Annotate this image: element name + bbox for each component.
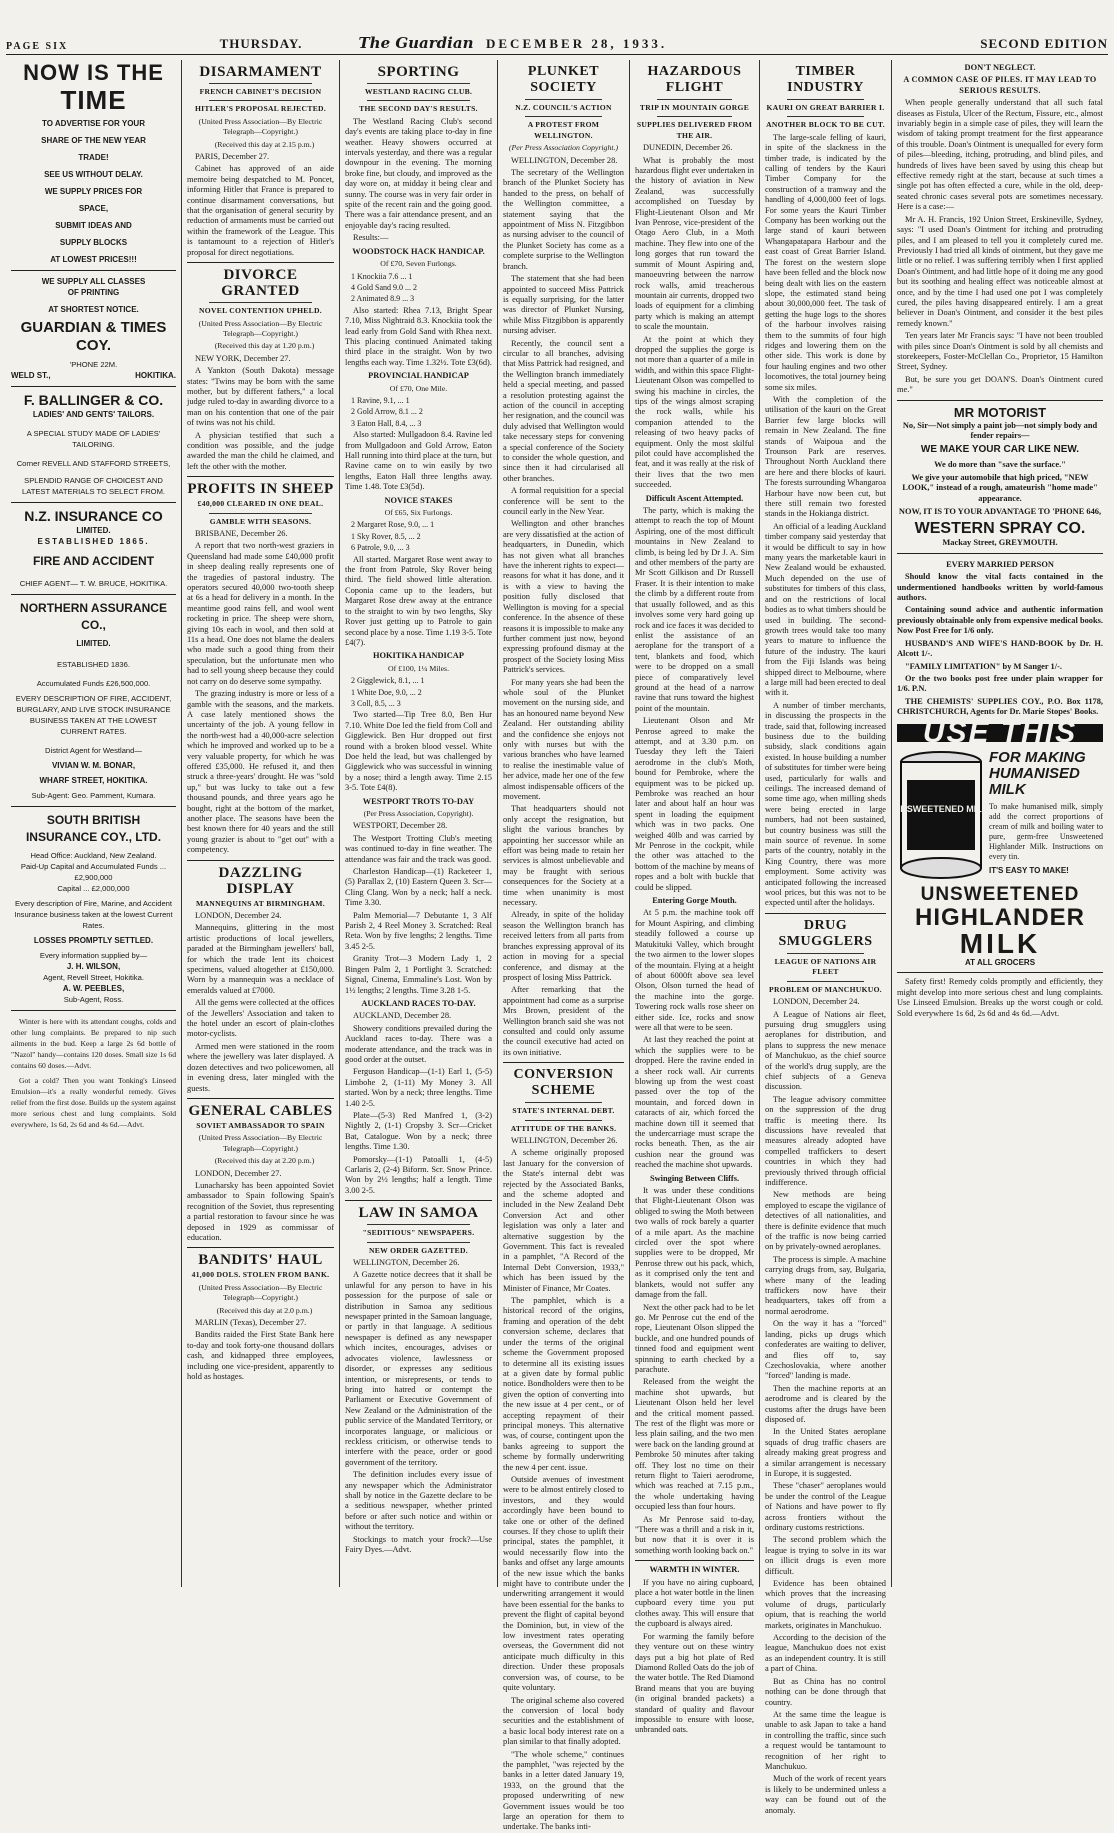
married-line: HUSBAND'S AND WIFE'S HAND-BOOK by Dr. H. Alcott 1/-.	[897, 638, 1103, 659]
credit: (Per Press Association, Copyright).	[363, 809, 474, 818]
subheadline: THE SECOND DAY'S RESULTS.	[359, 104, 478, 114]
page-number: PAGE SIX	[6, 41, 69, 52]
results-label: Results:—	[353, 233, 389, 243]
nz-limited: LIMITED.	[76, 526, 111, 535]
subheadline: N.Z. COUNCIL'S ACTION	[515, 103, 612, 112]
dateline: BRISBANE, December 26.	[195, 529, 288, 538]
subheadline: SUPPLIES DELIVERED FROM THE AIR.	[636, 120, 753, 140]
advert-subheading: A COMMON CASE OF PILES. IT MAY LEAD TO SERIOUS RESULTS.	[903, 75, 1097, 95]
race-result: 6 Patrole, 9.0, ... 3	[351, 543, 410, 553]
headline: PROFITS IN SHEEP	[187, 481, 334, 498]
subheadline: GAMBLE WITH SEASONS.	[209, 516, 312, 526]
ballinger-tailors: LADIES' AND GENTS' TAILORS.	[32, 410, 155, 419]
article-body: On the way it has a "forced" landing, picks up drugs which confederates are waiting to deliver, and flies off to, say Czechoslovakia, where another "forced" landing is made.	[765, 1319, 886, 1381]
northern-limited: LIMITED.	[76, 639, 111, 648]
dateline: MARLIN (Texas), December 27.	[195, 1318, 307, 1327]
rule	[787, 953, 864, 954]
article-body: At last they reached the point at which the supplies were to be dropped. Here the ravine ended in a sheer rock wall. Air currents blowing up from the west coast passed over the top of the mountain, and forced down in cataracts of air, which forced the machine down till it seemed that the undercarriage must scrape the rocks beneath. Then, as the air cushion near the ground was reached the machine shot upwards.	[635, 1035, 754, 1170]
ad-line: OF PRINTING	[67, 288, 120, 297]
received: (Received this day at 2.20 p.m.)	[214, 1156, 315, 1166]
article-body: At the point at which they dropped the supplies the gorge is not more than a quarter of a mile in width, and within this space Flight-Lieutenant Olson was compelled to swing his machine in circles, the tips of the wings almost scraping the rock walls, while his companion attended to the releasing of two heavy packs of equipment. Only the most skilful pilot could have accomplished the feat, and it was really at the risk of their lives that the two men succeeded.	[635, 334, 754, 490]
brand-milk: MILK	[959, 927, 1041, 959]
rule	[765, 913, 886, 914]
milk-brand	[897, 884, 1103, 968]
section-title: Entering Gorge Mouth.	[652, 896, 737, 906]
article-body: A physician testified that such a condition was possible, and the judge awarded the man the child he claimed, and left the other with the mother.	[187, 430, 334, 471]
article-body: New methods are being employed to escape the vigilance of detectives of all nationalities, and there is definite evidence that much of the traffic is now being carried on by privately-owned aeroplanes.	[765, 1190, 886, 1252]
race-title: WOODSTOCK HACK HANDICAP.	[352, 246, 485, 256]
ad-line: SEE US WITHOUT DELAY.	[44, 170, 143, 179]
column-2	[340, 60, 498, 1587]
guardian-company: GUARDIAN & TIMES COY.	[20, 319, 167, 354]
headline: HAZARDOUS FLIGHT	[647, 64, 742, 95]
rule	[897, 972, 1103, 973]
received: (Received this day at 2.0 p.m.)	[216, 1305, 313, 1315]
dateline: WELLINGTON, December 26.	[353, 1258, 460, 1268]
rule	[525, 1120, 602, 1121]
article-body: Outside avenues of investment were to be almost entirely closed to investors, and they would accordingly have been bound to take one or other of the defined courses. If they chose to uplift their principal, states the pamphlet, it would necessarily flow into the banks and offset any large amounts of the new issue which the banks might have to contribute under the underwriting arrangement it would have been essential for the banks to prevent the flight of capital beyond the Dominion, but, in view of the low investment rates operating overseas, the Government did not anticipate much difficulty in this direction. Under these proposals conversion was, of course, to be quite voluntary.	[503, 1474, 624, 1693]
advert-snippet: Stockings to match your frock?—Use Fairy Dyes.—Advt.	[345, 1534, 492, 1554]
advert-body: But, be sure you get DOAN'S. Doan's Ointment cured me."	[897, 374, 1103, 395]
section-title: Swinging Between Cliffs.	[649, 1173, 740, 1183]
section-title: WESTPORT TROTS TO-DAY	[362, 796, 475, 806]
headline: DIVORCE GRANTED	[221, 267, 300, 300]
article-body: Lieutenant Olson and Mr Penrose agreed to make the attempt, and at 3.30 p.m. on Tuesday they left the Taieri aerodrome in the club's Moth, bound for Pembroke, where the equipment was to be picked up. Pembroke was reached an hour later and about half an hour was spent in loading the equipment which was in two packs. One weighed 40lb and was carried by Mr Penrose in the cockpit, while the other was attached to the bottom of the machine by means of ropes and a bolt with buckle that could be slipped.	[635, 716, 754, 892]
article-body: Ferguson Handicap—(1-1) Earl 1, (5-5) Limbohe 2, (1-11) My Money 3. All started. Won by a neck; three lengths. Time 1.40 2-5.	[345, 1067, 492, 1108]
rule	[787, 116, 864, 117]
article-body: Palm Memorial—7 Debutante 1, 3 Alf Parish 2, 4 Reel Money 3. Scratched: Real Reta. Won by five lengths; 2 lengths. Time 3.45 2-5.	[345, 910, 492, 951]
use-this-banner: USE THIS	[897, 724, 1103, 742]
wilson: J. H. WILSON,	[66, 962, 121, 971]
article-body: Already, in spite of the holiday season the Wellington branch has received letters from all parts from branches expressing approval of its action in moving for a special conference, and dismay at the prospect of losing Miss Pattrick.	[503, 910, 624, 982]
article-body: A League of Nations air fleet, pursuing drug smugglers using aeroplanes for distribution, and plans to suppress the new menace of Manchukuo, as the chief source of the world's drug supply, are the chief subjects of a Geneva discussion.	[765, 1009, 886, 1092]
article-body: But as China has no control nothing can be done through that country.	[765, 1676, 886, 1707]
ad-line: TRADE!	[78, 153, 109, 162]
subheadline: STATE'S INTERNAL DEBT.	[512, 1106, 615, 1116]
article-body: The grazing industry is more or less of a gamble with the seasons, and the markets. A case lately mentioned shows the uncertainty of the job. A young fellow in the north-west had a 40,000-acre selection which he improved and worked up to be a very valuable property, for which he was offered £35,000. He refused it, and then struck a three-years' drought. He was "sold up," but was lucky to take out a few thousand pounds, and three years ago he bought, right at the bottom of the market, another place. The seasons have been the best known there for 40 years and the still young grazier is about to "get out" with a competency.	[187, 689, 334, 855]
advert-body: Ten years later Mr Francis says: "I have not been troubled with piles since Doan's Ointment is sold by all chemists and storekeepers, Foster-McClellan Co., Proprietor, 15 Hamilton Street, Sydney.	[897, 331, 1103, 372]
rule	[635, 1560, 754, 1561]
ad-line: WE SUPPLY ALL CLASSES	[41, 277, 146, 286]
south-british: SOUTH BRITISH INSURANCE COY., LTD.	[25, 813, 162, 844]
subheadline: SOVIET AMBASSADOR TO SPAIN	[196, 1120, 325, 1130]
phone: 'PHONE 22M.	[69, 360, 118, 369]
article-body: A Yankton (South Dakota) message states: "Twins may be born with the same mother, but by different fathers," a local judge ruled to-day in awarding divorce to a man on his contention that one of the pair of twins was not his child.	[187, 366, 334, 428]
chief-agent: CHIEF AGENT— T. W. BRUCE, HOKITIKA.	[19, 579, 168, 588]
rule	[187, 262, 334, 263]
headline: GENERAL CABLES	[188, 1102, 333, 1119]
article-body: The original scheme also covered the conversion of local body securities and the establishment of a basic local body interest rate on a plan similar to that finally adopted.	[503, 1695, 624, 1747]
milk-advert	[893, 748, 1103, 880]
rule	[657, 99, 732, 100]
fire-accident: FIRE AND ACCIDENT	[32, 554, 155, 568]
headline: BANDITS' HAUL	[198, 1252, 323, 1269]
rule	[367, 1242, 470, 1243]
ad-line: SUBMIT IDEAS AND	[55, 221, 132, 230]
article-body: For warming the family before they venture out on these wintry days put a big hot plate of Red Diamond Rolled Oats do the job of the water bottle. The Red Diamond Brand means that you are buying (in original branded packets) a standard of quality and flavour impossible to ensure with loose, unbranded oats.	[635, 1631, 754, 1735]
article-body: A Gazette notice decrees that it shall be unlawful for any person to have in his possession for the purpose of sale or distribution in Samoa any seditious newspaper printed in the Samoan language, or partly in that language. A seditious newspaper is defined as any newspaper which incites, encourages, advises or advocates violence, lawlessness or disorder, or expresses any seditious intention, or misrepresents, or tends to bring into hatred or contempt the Parliament or Executive Government of New Zealand or the Administration of the public service of the Mandated Territory, or incorporates language, or malicious or reckless criticism, or otherwise tends to interfere with the peace, order or good government of the territory.	[345, 1270, 492, 1467]
address-street: WELD ST.,	[11, 371, 51, 380]
article-body: The Westport Trotting Club's meeting was continued to-day in fine weather. The attendance was fair and the track was good.	[345, 833, 492, 864]
divider	[11, 386, 176, 387]
rule	[209, 100, 312, 101]
race-result: 2 Margaret Rose, 9.0, ... 1	[351, 520, 435, 530]
dateline: LONDON, December 27.	[195, 1168, 282, 1178]
rule	[367, 83, 470, 84]
article-body: Released from the weight the machine shot upwards, but Lieutenant Olson held her level and the critical moment passed. The rest of the flight was more or less plain sailing, and the two men were back on the landing ground at Pembroke 50 minutes after taking off. They lost no time on their return flight to Taieri aerodrome, which was reached at 7.15 p.m., the whole undertaking having occupied less than four hours.	[635, 1377, 754, 1512]
headline: DAZZLING DISPLAY	[218, 864, 303, 897]
article-body: Much of the work of recent years is likely to be undermined unless a way can be found out of the anomaly.	[765, 1774, 886, 1815]
column-6	[892, 60, 1108, 1587]
easy-line: IT'S EASY TO MAKE!	[989, 865, 1069, 875]
info-supplied: Every information supplied by—	[39, 951, 148, 960]
credit: (United Press Association—By Electric Telegraph—Copyright.)	[198, 318, 323, 338]
married-heading: EVERY MARRIED PERSON	[946, 559, 1054, 569]
rule	[525, 116, 602, 117]
dateline: PARIS, December 27.	[195, 152, 270, 162]
advert-body: When people generally understand that all such fatal diseases as Fistula, Ulcer of the Rectum, Fissure, etc., almost invariably begin in a simple case of piles, they will learn the wisdom of taking prompt treatment for the first appearance of this trouble. Doan's Ointment is unequalled for every form of piles—bleeding, itching, protruding, and blind piles, and hundreds of lives have been saved by using this cheap but effective remedy right at the start, because at such times a single pot has often effected a cure, while in the old, deep-seated chronic cases several pots are sometimes necessary. Here is a case:—	[897, 98, 1103, 212]
article-body: Then the machine reports at an aerodrome and is cleared by the customs after the drugs have been disposed of.	[765, 1383, 886, 1424]
article-body: It was under these conditions that Flight-Lieutenant Olson was obliged to swing the Moth between two walls of rock barely a quarter of a mile apart. As the machine circled over the spot where supplies were to be dropped, Mr Penrose threw out his pack, which, as it comprised only the tent and blankets, would not suffer any damage from the fall.	[635, 1186, 754, 1300]
subheadline: LEAGUE OF NATIONS AIR FLEET	[774, 956, 877, 977]
wharf: WHARF STREET, HOKITIKA.	[39, 776, 148, 785]
article-body: Showery conditions prevailed during the Auckland races to-day. There was a moderate attendance, and the track was in good order at the outset.	[345, 1023, 492, 1064]
credit: (United Press Association—By Electric Telegraph—Copyright.)	[198, 1282, 323, 1303]
peebles: A. W. PEEBLES,	[62, 984, 125, 993]
subheadline: ANOTHER BLOCK TO BE CUT.	[766, 120, 885, 130]
milk-tin-label: UNSWEETENED MILK	[893, 803, 989, 814]
divider	[11, 594, 176, 595]
article-body: The large-scale felling of kauri, in spite of the slackness in the timber trade, is indicated by the calling of tenders by the Kauri Timber Company for the construction of a tramway and the handling of 4,000,000 feet of logs. For some years the Kauri Timber Company has been working out the large stand of kauri between Whangapatapara Harbour and the east coast of Great Barrier Island. The forest on the western slope have been felled and the block now being dealt with lies on the eastern slope, the estimated stand being about 30,000,000 feet. The task of getting the huge logs to the shores of the harbour involves raising them to the summits of four high ridges and lowering them on the other side. This work is done by four hauling engines and two other locomotives, the total journey being some six miles.	[765, 132, 886, 392]
ballinger-study: A SPECIAL STUDY MADE OF LADIES' TAILORING.	[26, 429, 161, 449]
columns	[6, 60, 1108, 1832]
credit: (United Press Association—By Electric Telegraph—Copyright.)	[198, 1133, 323, 1153]
race-result: 3 Eaton Hall, 8.4, ... 3	[351, 418, 422, 428]
ad-line: AT SHORTEST NOTICE.	[48, 305, 139, 314]
race-title: PROVINCIAL HANDICAP	[368, 371, 469, 381]
race-result: 1 Knockiia 7.6 ... 1	[351, 271, 413, 281]
ballinger-corner: Corner REVELL AND STAFFORD STREETS,	[16, 459, 171, 468]
article-body: All the gems were collected at the offices of the Jewellers' Association and taken to the hotel under an escort of plain-clothes motor-cyclists.	[187, 998, 334, 1039]
article-body: A number of timber merchants, in discussing the prospects in the trade, said that, following increased business due to the building subsidy, slack conditions again existed. In house building a number of substitutes for timber were being used, particularly for walls and ceilings. The increased demand of some time ago, when milling sheds were being erected in large numbers, had not been sustained, but country business was still the main source of revenue. In some parts of the country, notably in the King Country, there was more employment. Some activity was anticipated following the increased wool prices, but this was not to be expected until after the holidays.	[765, 700, 886, 908]
section-title: AUCKLAND RACES TO-DAY.	[361, 998, 476, 1008]
received: (Received this day at 1.20 p.m.)	[214, 341, 315, 351]
race-result: 1 Sky Rover, 8.5, ... 2	[351, 531, 421, 541]
northern-assurance: NORTHERN ASSURANCE CO.,	[20, 601, 167, 632]
dateline: WELLINGTON, December 28.	[511, 155, 618, 165]
rule	[187, 476, 334, 477]
article-body: A report that two north-west graziers in Queensland had made some £40,000 profit in sheep dealing really represents one of the tragedies of pastoral industry. The operators secured 40,000 two-tooth sheep at 6s a head for delivery in a month. In the meantime good rains fell, and wool went rocketing in price. The sheep were shorn, giving 10s each in wool, and then sold at 11s a head. One does not blame the dealers who made such a good thing from their speculation, but the unfortunate men who had to sell young sheep because they could not carry on do deserve some sympathy.	[187, 541, 334, 686]
married-line: Containing sound advice and authentic information previously obtainable only from expensive medical books. Now Post Free for 1/6 only.	[897, 605, 1103, 636]
masthead-title: The Guardian	[358, 34, 474, 52]
address-town: HOKITIKA.	[135, 371, 176, 380]
motorist-line: NOW, IT IS TO YOUR ADVANTAGE TO 'PHONE 646,	[898, 507, 1102, 517]
advert-column	[6, 60, 182, 1587]
article-body: Plate—(5-3) Red Manfred 1, (3-2) Nightly 2, (1-1) Cropsby 3. Scr—Cricket Bat, Catalogue. Won by a neck; three lengths. Time 1.30.	[345, 1110, 492, 1152]
advert-heading: DON'T NEGLECT.	[964, 63, 1036, 72]
article-body: With the completion of the utilisation of the kauri on the Great Barrier few large blocks will remain in New Zealand. The fine stands of Waipoua and the Trounson Park are reserves. Throughout North Auckland there are here and there blocks of kauri. The forests surrounding Whangaroa Harbour have now been cut, but there still remain two forested stands in the Hokianga district.	[765, 394, 886, 519]
rule	[187, 1098, 334, 1099]
article-body: Two started—Tip Tree 8.0, Ben Hur 7.10. White Doe led the field from Coll and Gigglewick. Ben Hur dropped out first round with a broken blood vessel. White Doe held the lead, but was challenged by Gigglewick who was successful in winning by a nose; third a length away. Time 2.15 3-5. Tote £4(8).	[345, 710, 492, 793]
race-result: 1 White Doe, 9.0, ... 2	[351, 687, 422, 697]
headline: SPORTING	[377, 64, 460, 80]
race-title: HOKITIKA HANDICAP	[373, 651, 464, 661]
rule	[787, 99, 864, 100]
subheadline: NOVEL CONTENTION UPHELD.	[198, 306, 323, 316]
headline: CONVERSION SCHEME	[513, 1067, 614, 1099]
northern-funds: Accumulated Funds £26,500,000.	[36, 679, 151, 688]
section-title: Difficult Ascent Attempted.	[645, 493, 744, 503]
article-body: The secretary of the Wellington branch of the Plunket Society has handed to the press, on behalf of the Wellington committee, a statement saying that the appointment of Miss N. Fitzgibbon as nursing adviser to the council of the Plunket Society has come as a complete surprise to the Wellington branch.	[503, 168, 624, 271]
article-body: Charleston Handicap—(1) Racketeer 1, (5) Parallax 2, (10) Eastern Queen 3. Scr—Cling Clang. Won by a neck; half a neck. Time 3.30.	[345, 867, 492, 908]
nz-insurance: N.Z. INSURANCE CO	[24, 508, 163, 524]
for-making-heading: FOR MAKING HUMANISED MILK	[989, 748, 1086, 798]
peebles-sub: Sub-Agent, Ross.	[63, 995, 124, 1004]
rule	[209, 513, 312, 514]
article-body: For many years she had been the whole soul of the Plunket movement on the nursing side, and has an honoured name beyond New Zealand. Her outstanding ability and the confidence she enjoys not only with nurses but with the various branches who have learned to realise the inestimable value of her advice, made her one of the few almost indispensable officers of the movement.	[503, 677, 624, 801]
article-body: Mannequins, glittering in the most artistic productions of local jewellers, paraded at the Birmingham jewellers' ball, for which the trade lent its choicest specimens, valued altogether at £150,000. Worn by a mannequin was a necklace of emeralds valued at £7000.	[187, 923, 334, 995]
article-body: An official of a leading Auckland timber company said yesterday that it would be difficult to say in how many years the marketable kauri in New Zealand would be exhausted. Much depended on the use of substitutes for timbers of this class, and on the restrictions of local bodies as to what timbers should be used in building. The second-growth trees would take too many years to mature to influence the future of the industry. The kauri from the Fiji Islands was being shipped direct to Melbourne, where a large mill had been erected to deal with it.	[765, 521, 886, 698]
column-4	[630, 60, 760, 1735]
race-title: NOVICE STAKES	[384, 495, 453, 505]
motorist-heading: MR MOTORIST	[953, 404, 1047, 420]
article-body: The second problem which the league is trying to solve in its war on illicit drugs is even more difficult.	[765, 1535, 886, 1576]
divider	[11, 270, 176, 271]
sub-agent: Sub-Agent: Geo. Pamment, Kumara.	[31, 791, 156, 800]
married-line: THE CHEMISTS' SUPPLIES COY., P.O. Box 1178, CHRISTCHURCH, Agents for Dr. Marie Stopes' Books.	[897, 696, 1103, 717]
rule	[657, 116, 732, 117]
district-agent: District Agent for Westland—	[45, 746, 142, 755]
masthead	[6, 32, 1108, 55]
head-office: Head Office: Auckland, New Zealand.	[30, 851, 157, 860]
masthead-day: THURSDAY.	[219, 36, 303, 51]
capital: Capital ... £2,000,000	[57, 884, 130, 893]
rule	[787, 981, 864, 982]
article-body: At 5 p.m. the machine took off for Mount Aspiring, and climbing steadily followed a course up Matukituki Valley, which brought the two airmen to the lower slopes of the mountain. Flying at a height of about 6000ft above sea level Olson, Olson turned the head of the machine into the gorge. Towering rock walls rose sheer on either side. Ice, rocks and snow were all that were to be seen.	[635, 908, 754, 1032]
ad-line: WE SUPPLY PRICES FOR	[44, 187, 143, 196]
ad-now-heading: NOW IS THE	[23, 60, 164, 85]
headline: LAW IN SAMOA	[358, 1205, 479, 1222]
masthead-date: DECEMBER 28, 1933.	[486, 36, 668, 51]
article-body: Also started: Rhea 7.13, Bright Spear 7.10, Miss Nightraid 8.3. Knockiia took the lead early from Gold Sand with Rhea next. This placing continued Animated taking third place in the straight. Won by two lengths each way. Time 1.32½. Tote £3(6d).	[345, 305, 492, 367]
rule	[345, 1200, 492, 1201]
race-detail: Of £70, Seven Furlongs.	[380, 259, 457, 269]
milk-tin-icon	[893, 750, 989, 880]
race-detail: Of £65, Six Furlongs.	[384, 508, 453, 518]
rule	[209, 302, 312, 303]
article-body: All started. Margaret Rose went away to the front from Patrole, Sky Rover being third. The field showed little alteration. Coponia came up to the leaders, but Margaret Rose drew away at the entrance to the straight to win by two lengths, Sky Rover just getting up to Patrole to gain second place by a nose. Time 1.19 3-5. Tote £4(7).	[345, 554, 492, 647]
brand-grocers: AT ALL GROCERS	[964, 957, 1036, 967]
subheadline: A PROTEST FROM WELLINGTON.	[527, 120, 600, 140]
subheadline: MANNEQUINS AT BIRMINGHAM.	[196, 898, 325, 908]
race-result: 3 Coll, 8.5, ... 3	[351, 698, 401, 708]
ad-line: AT LOWEST PRICES!!!	[50, 255, 137, 264]
credit: (Per Press Association Copyright.)	[508, 143, 619, 153]
rule	[367, 100, 470, 101]
section-title: WARMTH IN WINTER.	[649, 1565, 740, 1575]
advert-body: Mr A. H. Francis, 192 Union Street, Erskineville, Sydney, says: "I used Doan's Ointment for itching and protruding piles, and I am pleased to tell you it completely cured me. Previously I had tried all kinds of ointment, but they gave me little or no relief. I was suffering terribly when I first applied Doan's Ointment, and had little hope of it doing me any good but its soothing and healing effect was noticeable almost at once, and by the time I had used one pot I was completely cured, the piles having disappeared entirely. I am a great believer in Doan's Ointment, and consider it the best piles remedy known."	[897, 214, 1103, 328]
paid-up: Paid-Up Capital and Accumulated Funds ... £2,900,000	[20, 862, 167, 882]
column-5	[760, 60, 892, 1815]
divider	[11, 502, 176, 503]
motorist-advert	[897, 405, 1103, 549]
motorist-line: We give your automobile that high priced, "NEW LOOK," instead of a rough, amateurish "home made" appearance.	[902, 472, 1098, 503]
rule	[525, 99, 602, 100]
married-line: "FAMILY LIMITATION" by M Sanger 1/-.	[905, 661, 1062, 671]
ad-line: TO ADVERTISE FOR YOUR	[42, 119, 145, 128]
subheadline: NEW ORDER GAZETTED.	[368, 1245, 469, 1255]
article-body: The statement that she had been appointed to succeed Miss Pattrick is equally surprising, for the latter was director of Plunket Nursing, while Miss Fitzgibbon is apparently nursing adviser.	[503, 274, 624, 336]
article-body: What is probably the most hazardous flight ever undertaken in the history of aviation in New Zealand, was successfully accomplished on Tuesday by Flight-Lieutenant Olson and Mr Ivan Penrose, vice-president of the Otago Aero Club, in a Moth machine. They flew into one of the long gorges that run toward the summit of Mount Aspiring and, manoeuvring between the narrow rock walls, amid treacherous mountain air currents, dropped two loads of equipment for a climbing party which is making an attempt to scale the mountain.	[635, 155, 754, 332]
every-description: Every description of Fire, Marine, and Accident Insurance business taken at the lowest Current Rates.	[14, 899, 173, 930]
spray-company: WESTERN SPRAY CO.	[914, 520, 1086, 538]
milk-body: To make humanised milk, simply add the correct proportions of cream of milk and boiling water to pure, germ-free Unsweetened Highlander Milk. Instructions on every tin.	[989, 801, 1103, 861]
article-body: The party, which is making the attempt to reach the top of Mount Aspiring, one of the most difficult mountains in New Zealand to climb, is being led by Dr J. A. Sim and other members of the party are Mr Scott Gilkison and Dr Russell Fraser. It is their intention to make the climb by a different route from that usually followed, and as this involves some very hard going up rock and ice faces it was decided to enlist the assistance of an aeroplane for the transport of a tent, blankets and food, which were to be dropped on a small piece of comparatively level ground at the head of a narrow ravine that runs toward the highest point of the mountain.	[635, 506, 754, 713]
race-detail: Of £70, One Mile.	[389, 383, 448, 393]
winter-advert: Winter is here with its attendant coughs, colds and other lung complaints. Be prepared to nip such ailments in the bud. Keep a large 2s 6d bottle of "Nazol" handy—contains 120 doses. Small size 1s 6d contains 60 doses.—Advt.	[11, 1017, 176, 1070]
race-result: 2 Gigglewick, 8.1, ... 1	[351, 676, 425, 686]
motorist-line: We do more than "save the surface."	[934, 460, 1066, 470]
dateline: AUCKLAND, December 28.	[353, 1011, 452, 1021]
race-result: 2 Gold Arrow, 8.1 ... 2	[351, 407, 423, 417]
article-body: The league advisory committee on the suppression of the drug traffic is meeting there. Its discussions have revealed that measures already adopted have compelled traffickers to desert countries in which they had previously thrived through official indifference.	[765, 1094, 886, 1187]
article-body: As Mr Penrose said to-day, "There was a thrill and a risk in it, but now that it is over it is something worth looking back on."	[635, 1514, 754, 1555]
race-result: 1 Ravine, 9.1, ... 1	[351, 395, 410, 405]
headline: TIMBER INDUSTRY	[787, 64, 864, 95]
agent-revell: Agent, Revell Street, Hokitika.	[43, 973, 144, 982]
dateline: LONDON, December 24.	[773, 997, 860, 1007]
subheadline: £40,000 CLEARED IN ONE DEAL.	[197, 499, 324, 509]
race-detail: Of £100, 1¼ Miles.	[387, 663, 450, 673]
article-body: Bandits raided the First State Bank here to-day and took forty-one thousand dollars cash, and kidnapped three employees, including one vice-president, apparently to hold as hostages.	[187, 1330, 334, 1382]
article-body: A formal requisition for a special conference will be sent to the council early in the New Year.	[503, 486, 624, 517]
article-body: At the same time the league is unable to ask Japan to take a hand in controlling the traffic, since such a request would be tantamount to recognition of her right to Manchukuo.	[765, 1709, 886, 1771]
subheadline: ATTITUDE OF THE BANKS.	[510, 1123, 617, 1133]
dateline: DUNEDIN, December 26.	[643, 143, 733, 153]
dateline: NEW YORK, December 27.	[195, 353, 291, 363]
motorist-line: No, Sir—Not simply a paint job—not simply body and fender repairs—	[902, 420, 1098, 440]
article-body: In the United States aeroplane squads of drug traffic chasers are already making great progress and a similar arrangement is necessary in Europe, it is suggested.	[765, 1427, 886, 1478]
motorist-line: WE MAKE YOUR CAR LIKE NEW.	[920, 444, 1080, 456]
nz-est: ESTABLISHED 1865.	[37, 537, 150, 546]
subheadline: PROBLEM OF MANCHUKUO.	[769, 984, 882, 994]
brand-unsweetened: UNSWEETENED	[920, 883, 1080, 905]
article-body: After remarking that the appointment had come as a surprise Mrs Brown, president of the Wellington branch said she was not consulted and could only assume the council executive had acted on its own initiative.	[503, 985, 624, 1057]
brand-highlander: HIGHLANDER	[915, 903, 1085, 931]
rule	[897, 400, 1103, 401]
article-body: That headquarters should not only accept the resignation, but slight the various branches by appointing her successor while an effort was being made to retain her services is almost unbelievable and may be fraught with serious consequences for the Society at a time when unanimity is most necessary.	[503, 804, 624, 908]
rule	[209, 83, 312, 84]
ad-line: SPACE,	[78, 204, 109, 213]
article-body: Cabinet has approved of an aide memoire being despatched to M. Poncet, informing Hitler that France is prepared to continue disarmament conversations, but that the organisation of general security by reduction of armaments must be carried out within the framework of the League. This is tantamount to a rejection of Hitler's proposal for direct negotiations.	[187, 164, 334, 257]
headline: DISARMAMENT	[199, 64, 322, 80]
married-line: Or the two books post free under plain wrapper for 1/6. P.N.	[897, 673, 1103, 694]
subheadline: "SEDITIOUS" NEWSPAPERS.	[362, 1228, 475, 1238]
ballinger-range: SPLENDID RANGE OF CHOICEST AND LATEST MATERIALS TO SELECT FROM.	[21, 476, 166, 496]
subheadline: KAURI ON GREAT BARRIER I.	[766, 103, 885, 112]
article-body: Armed men were stationed in the room where the jewellery was later displayed. A dozen detectives and two policewomen, all in evening dress, later mingled with the guests.	[187, 1041, 334, 1093]
ad-line: SUPPLY BLOCKS	[59, 238, 128, 247]
married-line: Should know the vital facts contained in the undermentioned handbooks written by world-famous authors.	[897, 572, 1103, 603]
rule	[187, 1247, 334, 1248]
article-body: Also started: Mullgadoon 8.4. Ravine led from Mullgadoon and Gold Arrow, Eaton Hall running into third place at the turn, but Ravine came on to win easily by two lengths, Eaton Hall three lengths away. Time 1.48. Tote £3(5d).	[345, 430, 492, 492]
subheadline: TRIP IN MOUNTAIN GORGE	[639, 103, 750, 112]
credit: (United Press Association—By Electric Telegraph—Copyright.)	[198, 116, 323, 137]
article-body: These "chaser" aeroplanes would be under the control of the League of Nations and have power to fly across frontiers without the ordinary customs restrictions.	[765, 1481, 886, 1532]
rule	[187, 860, 334, 861]
column-1	[182, 60, 340, 1587]
bonar: VIVIAN W. M. BONAR,	[51, 761, 136, 770]
article-body: Next the other pack had to be let go. Mr Penrose cut the end of the rope, Lieutenant Olson slipped the buckle, and one hundred pounds of tinned food and equipment went spinning to earth checked by a parachute.	[635, 1302, 754, 1374]
masthead-edition: SECOND EDITION	[980, 36, 1108, 51]
article-body: Lunacharsky has been appointed Soviet ambassador to Spain following Spain's recognition of the Soviet, thus representing a partial restoration to favour since he was deposed in 1929 as commissar of education.	[187, 1180, 334, 1242]
headline: PLUNKET SOCIETY	[527, 64, 600, 95]
article-body: The Westland Racing Club's second day's events are taking place to-day in fine weather. Heavy showers occurred at intervals yesterday, and there was a regular downpour in the evening. The morning broke fine, but cloudy, and improved as the day wore on, at midday it being clear and sunny. The course was in very fair order in spite of the recent rain and the going good. There was a fair attendance present, and an enjoyable day's racing resulted.	[345, 116, 492, 230]
article-body: According to the decision of the league, Manchukuo does not exist as an independent country. It is still a part of China.	[765, 1633, 886, 1674]
spray-address: Mackay Street, GREYMOUTH.	[942, 538, 1058, 548]
article-body: The definition includes every issue of any newspaper which the Administrator shall by notice in the Gazette declare to be a seditious newspaper, whether printed before or after such notice and within or without the territory.	[345, 1470, 492, 1532]
subheadline: WESTLAND RACING CLUB.	[364, 87, 473, 96]
ad-time-heading: TIME	[60, 85, 127, 115]
headline: DRUG SMUGGLERS	[778, 917, 873, 949]
rule	[503, 1062, 624, 1063]
rule	[367, 1224, 470, 1225]
dateline: LONDON, December 24.	[195, 911, 282, 920]
divider	[11, 806, 176, 807]
rule	[525, 1102, 602, 1103]
article-body: The pamphlet, which is a historical record of the origins, framing and operation of the debt conversion scheme, declares that under the terms of the original scheme the Government proposed to determine all its existing issues at a given date by formal public notice. Bondholders were then to be given the option of converting into the new issue at 4 per cent., or of accepting repayment of their principal moneys. This alternative was, of course, contingent upon the banks agreeing to support the scheme by formally underwriting the new 4 per cent. issue.	[503, 1296, 624, 1472]
ad-line: SHARE OF THE NEW YEAR	[41, 136, 146, 145]
article-body: Evidence has been obtained which proves that the increasing volume of drugs, particularly opium, that is reaching the world markets, originates in Manchukuo.	[765, 1579, 886, 1630]
divider	[11, 1010, 176, 1011]
article-body: If you have no airing cupboard, place a hot water bottle in the linen cupboard every time you put clothes away. This will ensure that the cupboard is always aired.	[635, 1577, 754, 1629]
ballinger-name: F. BALLINGER & CO.	[23, 392, 164, 408]
northern-desc: EVERY DESCRIPTION OF FIRE, ACCIDENT, BURGLARY, AND LIVE STOCK INSURANCE BUSINESS TAKEN AT THE LOWEST CURRENT RATES.	[15, 694, 172, 736]
losses-settled: LOSSES PROMPTLY SETTLED.	[33, 936, 154, 945]
dateline: WESTPORT, December 28.	[353, 821, 448, 831]
received: (Received this day at 2.15 p.m.)	[214, 139, 315, 149]
subheadline: 41,000 DOLS. STOLEN FROM BANK.	[191, 1270, 330, 1280]
address-row	[11, 370, 176, 381]
race-result: 2 Animated 8.9 ... 3	[351, 294, 415, 304]
article-body: Recently, the council sent a circular to all branches, advising that Miss Pattrick had resigned, and the Wellington branch immediately held a special meeting, and passed a resolution protesting against the action of the council in accepting her resignation, and the council was duly advised that Wellington would take necessary steps for convening a special conference of the Society to consider the whole question, and since then it had circularised all other branches.	[503, 338, 624, 483]
article-body: A scheme originally proposed last January for the conversion of the State's internal debt was rejected by the Associated Banks, and the scheme adopted and included in the New Zealand Debt Conversion Act and other legislation was only a later and alternative suggestion by the Government. This fact is revealed in a pamphlet, "A Record of the Internal Debt Conversion, 1933," which has been issued by the Minister of Finance, Mr Coates.	[503, 1148, 624, 1293]
rule	[897, 553, 1103, 554]
column-3	[498, 60, 630, 1832]
dateline: WELLINGTON, December 26.	[511, 1135, 618, 1145]
safety-advert: Safety first! Remedy colds promptly and efficiently, they might develop into more serious chest and lung complaints. Use Linseed Emulsion. Breaks up the worst cough or cold. Sold everywhere 1s 6d, 2s 6d and 4s 6d.—Advt.	[897, 977, 1103, 1018]
northern-est: ESTABLISHED 1836.	[57, 660, 130, 669]
subheadline: FRENCH CABINET'S DECISION	[199, 87, 322, 96]
cold-advert: Got a cold? Then you want Tonking's Linseed Emulsion—it's a really wonderful remedy. Gives relief from the first dose. Builds up the system against more serious chest and lung complaints. Sold everywhere, 1s 6d, 2s 6d and 4s 6d.—Advt.	[11, 1076, 176, 1129]
race-result: 4 Gold Sand 9.0 ... 2	[351, 282, 417, 292]
article-body: Pomorsky—(1-1) Patoalli 1, (4-5) Carlaris 2, (2-4) Biform. Scr. Snow Prince. Won by 2½ lengths; half a length. Time 3.00 2-5.	[345, 1154, 492, 1195]
article-body: The process is simple. A machine carrying drugs from, say, Bulgaria, where many of the leading traffickers now have their headquarters, takes off from a normal aerodrome.	[765, 1254, 886, 1316]
subheadline: HITLER'S PROPOSAL REJECTED.	[194, 104, 327, 114]
article-body: "The whole scheme," continues the pamphlet, "was rejected by the banks in a letter dated January 19, 1933, on the ground that the proposed underwriting of new Government issues would be too large an operation for them to undertake. The banks inti-	[503, 1749, 624, 1832]
milk-copy	[989, 750, 1103, 880]
article-body: Granity Trot—3 Modern Lady 1, 2 Bingen Palm 2, 1 Portlight 3. Scratched: Signal, Cinema, Emmaline's Lost. Won by 1½ lengths; 2 lengths. Time 3.28 1-5.	[345, 954, 492, 995]
article-body: Wellington and other branches are very dissatisfied at the action of headquarters, in Dunedin, which has not given what all branches have the inherent rights to expect—reasons for what it has done, and it is with a view to having the position fully disclosed that Wellington is moving for a special conference. In the absence of these reasons it is impossible to make any further comment just now, beyond expressing profound dismay at the prospect of the Society losing Miss Pattrick's services.	[503, 519, 624, 675]
